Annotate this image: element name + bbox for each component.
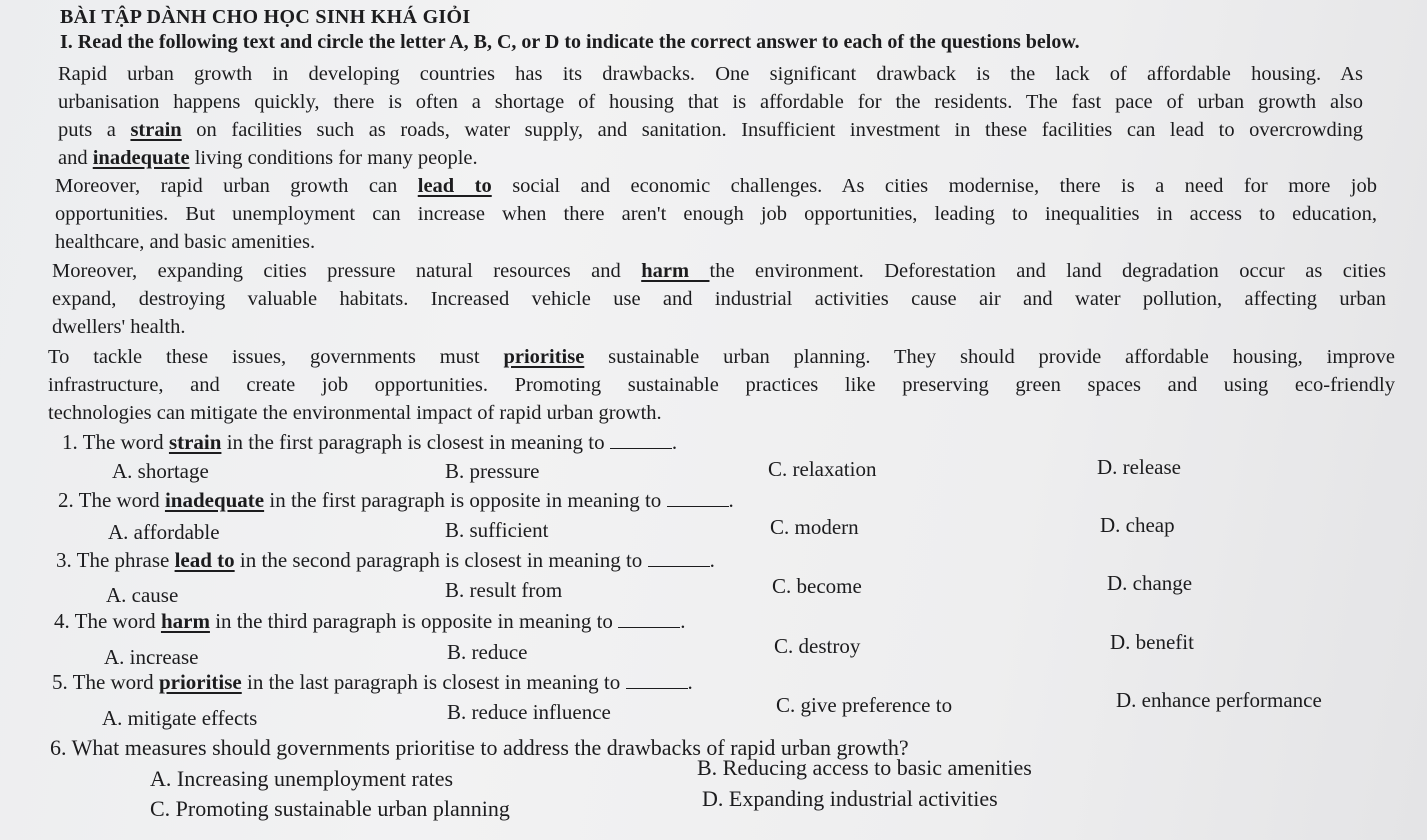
question-6: 6. What measures should governments prioritise to address the drawbacks of rapid urban growth?	[50, 735, 909, 760]
q5-option-b[interactable]: B. reduce influence	[447, 700, 611, 724]
q1-option-c[interactable]: C. relaxation	[768, 457, 877, 481]
text-run: puts a	[58, 119, 131, 141]
question-keyword: lead to	[174, 548, 235, 572]
text-run: 4. The word	[54, 609, 161, 633]
q6-option-b[interactable]: B. Reducing access to basic amenities	[697, 755, 1032, 780]
answer-blank	[667, 488, 729, 507]
question-1	[62, 430, 677, 455]
passage-line	[58, 144, 1363, 172]
q5-option-a[interactable]: A. mitigate effects	[102, 706, 258, 730]
answer-blank	[610, 430, 672, 449]
q1-option-b[interactable]: B. pressure	[445, 459, 540, 483]
question-keyword: inadequate	[164, 488, 265, 512]
text-run: in the first paragraph is opposite in meaning to	[264, 488, 667, 512]
passage-line: Rapid urban growth in developing countries has its drawbacks. One significant drawback is the lack of affordable housing. As	[58, 63, 1363, 85]
passage-line: technologies can mitigate the environmental impact of rapid urban growth.	[48, 402, 662, 424]
underlined-phrase-lead-to: lead to	[417, 175, 492, 197]
q3-option-b[interactable]: B. result from	[445, 578, 563, 602]
q3-option-c[interactable]: C. become	[772, 574, 862, 598]
q4-option-c[interactable]: C. destroy	[774, 634, 861, 658]
passage-line: opportunities. But unemployment can increase when there aren't enough job opportunities, leading to inequalities in access to education,	[55, 203, 1377, 225]
text-run: .	[709, 548, 715, 572]
passage-line	[48, 343, 1395, 371]
q1-option-d[interactable]: D. release	[1097, 455, 1181, 479]
text-run: Moreover, expanding cities pressure natural resources and	[52, 260, 642, 282]
q2-option-a[interactable]: A. affordable	[108, 520, 220, 544]
text-run: social and economic challenges. As cities modernise, there is a need for more job	[491, 175, 1377, 197]
q6-option-a[interactable]: A. Increasing unemployment rates	[150, 766, 454, 791]
passage-line: healthcare, and basic amenities.	[55, 231, 316, 253]
q3-option-a[interactable]: A. cause	[106, 583, 179, 607]
passage-paragraph-4	[48, 343, 1395, 427]
answer-blank	[626, 670, 688, 689]
question-5	[52, 670, 693, 695]
text-run: .	[680, 609, 686, 633]
text-run: .	[671, 430, 678, 454]
text-run: sustainable urban planning. They should provide affordable housing, improve	[584, 346, 1395, 368]
question-4	[54, 609, 685, 634]
q6-option-d[interactable]: D. Expanding industrial activities	[702, 786, 998, 811]
question-3	[56, 548, 715, 573]
text-run: the environment. Deforestation and land degradation occur as cities	[709, 260, 1387, 282]
answer-blank	[618, 609, 680, 628]
question-keyword: harm	[160, 609, 210, 633]
text-run: 5. The word	[52, 670, 159, 694]
text-run: living conditions for many people.	[189, 147, 478, 169]
passage-paragraph-3	[52, 257, 1386, 341]
question-2	[58, 488, 734, 513]
passage-line	[58, 116, 1363, 144]
text-run: 2. The word	[58, 488, 165, 512]
text-run: on facilities such as roads, water supply, and sanitation. Insufficient investment in these facilities can lead to overcrowding	[181, 119, 1364, 141]
passage-line: infrastructure, and create job opportunities. Promoting sustainable practices like preserving green spaces and using eco-friendly	[48, 374, 1395, 396]
passage-line	[55, 172, 1377, 200]
q2-option-c[interactable]: C. modern	[770, 515, 859, 539]
q2-option-d[interactable]: D. cheap	[1100, 513, 1175, 537]
underlined-word-harm: harm	[641, 260, 710, 282]
passage-line: urbanisation happens quickly, there is often a shortage of housing that is affordable for the residents. The fast pace of urban growth also	[58, 91, 1363, 113]
text-run: .	[687, 670, 693, 694]
q5-option-d[interactable]: D. enhance performance	[1116, 688, 1322, 712]
q6-option-c[interactable]: C. Promoting sustainable urban planning	[150, 796, 510, 821]
worksheet-title: BÀI TẬP DÀNH CHO HỌC SINH KHÁ GIỎI	[60, 6, 471, 28]
underlined-word-strain: strain	[130, 119, 182, 141]
text-run: in the third paragraph is opposite in meaning to	[209, 609, 619, 633]
answer-blank	[648, 548, 710, 567]
passage-line	[52, 257, 1386, 285]
q4-option-d[interactable]: D. benefit	[1110, 630, 1194, 654]
text-run: .	[728, 488, 734, 512]
passage-paragraph-1	[58, 60, 1363, 172]
passage-line: expand, destroying valuable habitats. Increased vehicle use and industrial activities cause air and water pollution, affecting urban	[52, 288, 1386, 310]
text-run: and	[58, 147, 93, 169]
passage-paragraph-2	[55, 172, 1377, 256]
q1-option-a[interactable]: A. shortage	[112, 459, 209, 483]
question-keyword: strain	[168, 430, 222, 454]
text-run: in the second paragraph is closest in meaning to	[234, 548, 648, 572]
text-run: in the first paragraph is closest in meaning to	[221, 430, 610, 454]
instruction-heading: I. Read the following text and circle the letter A, B, C, or D to indicate the correct answer to each of the questions below.	[60, 31, 1080, 53]
q4-option-b[interactable]: B. reduce	[447, 640, 528, 664]
underlined-word-inadequate: inadequate	[92, 147, 190, 169]
text-run: To tackle these issues, governments must	[48, 346, 504, 368]
text-run: in the last paragraph is closest in meaning to	[241, 670, 626, 694]
q2-option-b[interactable]: B. sufficient	[445, 518, 549, 542]
text-run: 3. The phrase	[56, 548, 175, 572]
q5-option-c[interactable]: C. give preference to	[776, 693, 953, 717]
q3-option-d[interactable]: D. change	[1107, 571, 1193, 595]
text-run: Moreover, rapid urban growth can	[55, 175, 418, 197]
q4-option-a[interactable]: A. increase	[104, 645, 199, 669]
text-run: 1. The word	[62, 430, 169, 454]
question-keyword: prioritise	[158, 670, 242, 694]
passage-line: dwellers' health.	[52, 316, 186, 338]
underlined-word-prioritise: prioritise	[503, 346, 585, 368]
